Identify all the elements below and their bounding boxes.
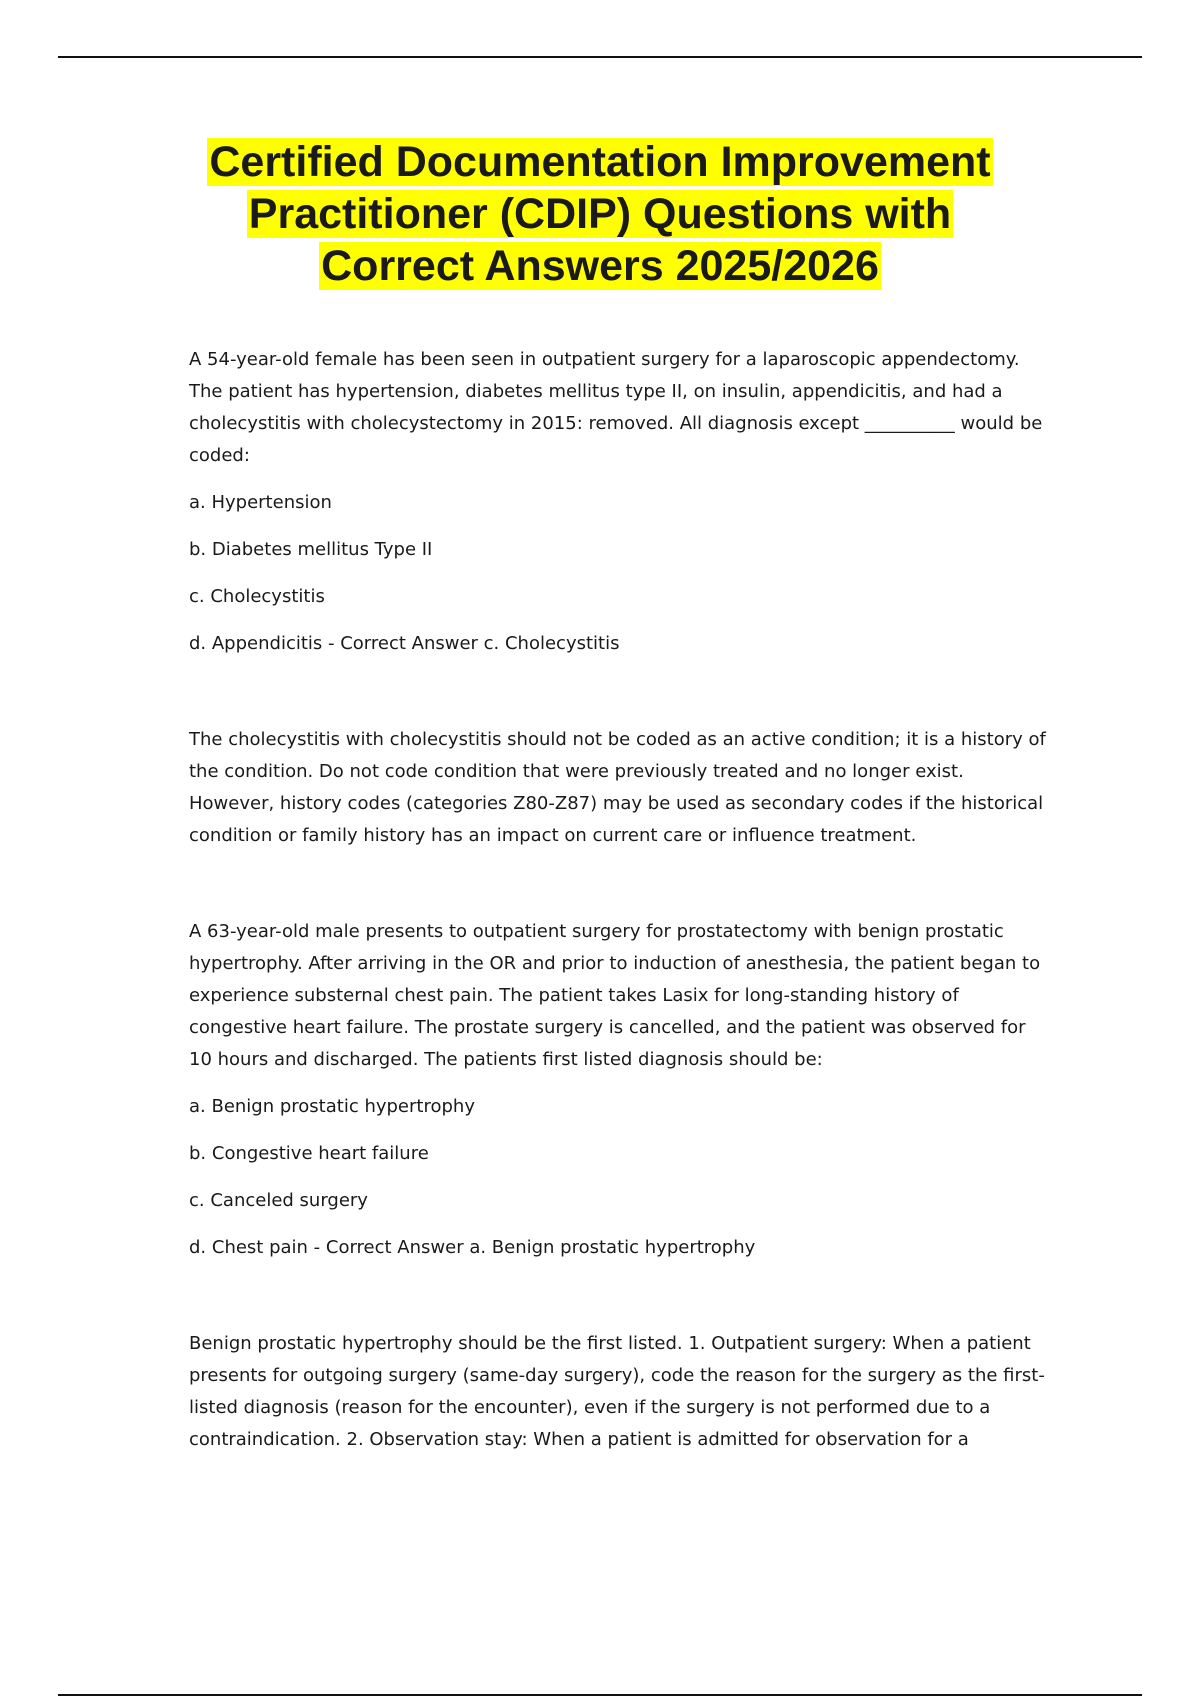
document-body (189, 344, 1049, 1471)
question-1-option-a: a. Hypertension (189, 492, 332, 513)
question-1-option-c: c. Cholecystitis (189, 586, 325, 607)
question-2-stem: A 63-year-old male presents to outpatient surgery for prostatectomy with benign prostatic hypertrophy. After arriving in the OR and prior to induction of anesthesia, the patient began to experience substernal chest pain. The patient takes Lasix for long-standing history of congestive heart failure. The prostate surgery is cancelled, and the patient was observed for 10 hours and discharged. The patients first listed diagnosis should be: (189, 921, 1041, 1070)
title-highlight: Certified Documentation Improvement Practitioner (CDIP) Questions with Correct Answers 2025/2026 (209, 138, 991, 290)
bottom-rule (58, 1694, 1142, 1696)
question-1-option-d: d. Appendicitis - Correct Answer c. Cholecystitis (189, 633, 620, 654)
question-1-explanation: The cholecystitis with cholecystitis should not be coded as an active condition; it is a history of the condition. Do not code condition that were previously treated and no longer exist. However, history codes (categories Z80-Z87) may be used as secondary codes if the historical condition or family history has an impact on current care or influence treatment. (189, 729, 1046, 846)
question-2-option-b: b. Congestive heart failure (189, 1143, 429, 1164)
question-1-stem: A 54-year-old female has been seen in outpatient surgery for a laparoscopic appendectomy. The patient has hypertension, diabetes mellitus type II, on insulin, appendicitis, and had a cholecystitis with cholecystectomy in 2015: removed. All diagnosis except __________ would be coded: (189, 349, 1043, 466)
question-2-option-d: d. Chest pain - Correct Answer a. Benign prostatic hypertrophy (189, 1237, 756, 1258)
top-rule (58, 56, 1142, 58)
document-title (180, 136, 1020, 292)
question-2-option-c: c. Canceled surgery (189, 1190, 368, 1211)
question-2-explanation: Benign prostatic hypertrophy should be the first listed. 1. Outpatient surgery: When a patient presents for outgoing surgery (same-day surgery), code the reason for the surgery as the first-listed diagnosis (reason for the encounter), even if the surgery is not performed due to a contraindication. 2. Observation stay: When a patient is admitted for observation for a (189, 1333, 1045, 1450)
question-2-option-a: a. Benign prostatic hypertrophy (189, 1096, 475, 1117)
question-1-option-b: b. Diabetes mellitus Type II (189, 539, 433, 560)
